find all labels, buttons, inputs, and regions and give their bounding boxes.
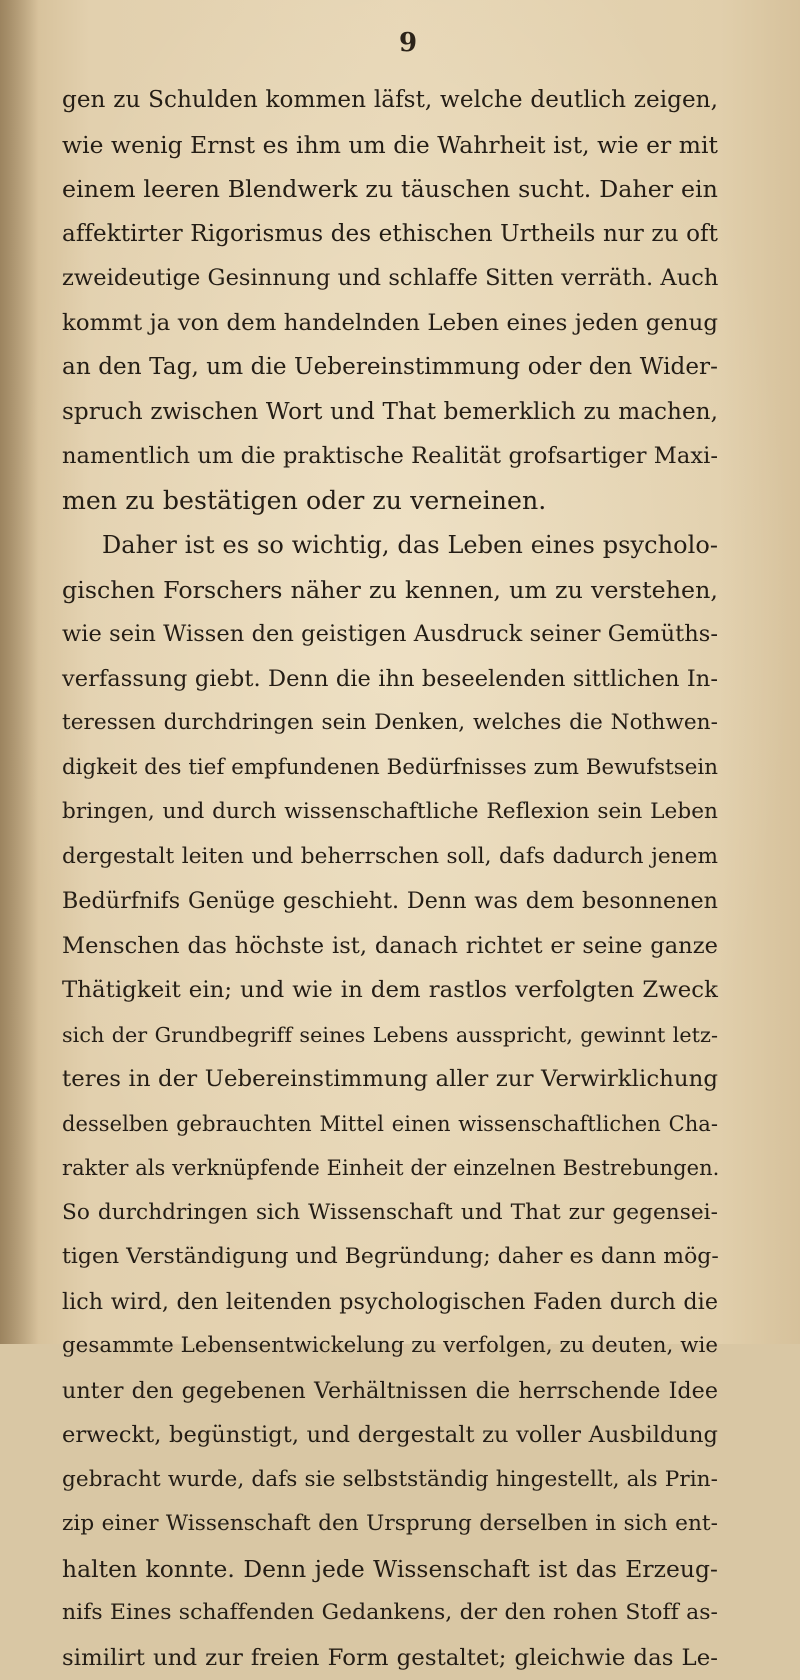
text-line: namentlich um die praktische Realität grofsartiger Maxi-	[62, 434, 718, 479]
text-line: einem leeren Blendwerk zu täuschen sucht. Daher ein	[62, 167, 718, 212]
text-line: affektirter Rigorismus des ethischen Urtheils nur zu oft	[62, 212, 718, 257]
text-line: similirt und zur freien Form gestaltet; gleichwie das Le-	[62, 1636, 718, 1680]
text-line: teres in der Uebereinstimmung aller zur Verwirklichung	[62, 1057, 718, 1102]
text-line: unter den gegebenen Verhältnissen die herrschende Idee	[62, 1369, 718, 1414]
text-line: gebracht wurde, dafs sie selbstständig hingestellt, als Prin-	[62, 1458, 718, 1503]
text-line: zip einer Wissenschaft den Ursprung derselben in sich ent-	[62, 1502, 718, 1547]
text-line: dergestalt leiten und beherrschen soll, dafs dadurch jenem	[62, 835, 718, 880]
text-line: men zu bestätigen oder zu verneinen.	[62, 479, 718, 524]
text-line: Daher ist es so wichtig, das Leben eines psycholo-	[62, 523, 718, 568]
text-line: gischen Forschers näher zu kennen, um zu verstehen,	[62, 568, 718, 613]
text-line: kommt ja von dem handelnden Leben eines jeden genug	[62, 301, 718, 346]
text-line: erweckt, begünstigt, und dergestalt zu voller Ausbildung	[62, 1413, 718, 1458]
page-number: 9	[388, 28, 428, 58]
text-line: digkeit des tief empfundenen Bedürfnisses zum Bewufstsein	[62, 746, 718, 791]
text-line: lich wird, den leitenden psychologischen Faden durch die	[62, 1280, 718, 1325]
text-line: Thätigkeit ein; und wie in dem rastlos verfolgten Zweck	[62, 968, 718, 1013]
text-line: Menschen das höchste ist, danach richtet er seine ganze	[62, 924, 718, 969]
text-line: gesammte Lebensentwickelung zu verfolgen, zu deuten, wie	[62, 1324, 718, 1369]
text-line: nifs Eines schaffenden Gedankens, der den rohen Stoff as-	[62, 1591, 718, 1636]
text-line: Bedürfnifs Genüge geschieht. Denn was dem besonnenen	[62, 879, 718, 924]
page-shadow-edge	[0, 0, 38, 1344]
text-line: tigen Verständigung und Begründung; daher es dann mög-	[62, 1235, 718, 1280]
text-line: rakter als verknüpfende Einheit der einzelnen Bestrebungen.	[62, 1146, 718, 1191]
text-line: gen zu Schulden kommen läfst, welche deutlich zeigen,	[62, 78, 718, 123]
text-line: verfassung giebt. Denn die ihn beseelenden sittlichen In-	[62, 657, 718, 702]
text-line: zweideutige Gesinnung und schlaffe Sitten verräth. Auch	[62, 256, 718, 301]
text-line: desselben gebrauchten Mittel einen wissenschaftlichen Cha-	[62, 1102, 718, 1147]
text-line: halten konnte. Denn jede Wissenschaft ist das Erzeug-	[62, 1547, 718, 1592]
text-line: wie wenig Ernst es ihm um die Wahrheit ist, wie er mit	[62, 123, 718, 168]
text-line: So durchdringen sich Wissenschaft und That zur gegensei-	[62, 1191, 718, 1236]
text-line: bringen, und durch wissenschaftliche Reflexion sein Leben	[62, 790, 718, 835]
body-text	[62, 78, 718, 1680]
text-line: sich der Grundbegriff seines Lebens ausspricht, gewinnt letz-	[62, 1013, 718, 1058]
text-line: wie sein Wissen den geistigen Ausdruck seiner Gemüths-	[62, 612, 718, 657]
text-line: an den Tag, um die Uebereinstimmung oder den Wider-	[62, 345, 718, 390]
text-line: teressen durchdringen sein Denken, welches die Nothwen-	[62, 701, 718, 746]
text-line: spruch zwischen Wort und That bemerklich zu machen,	[62, 390, 718, 435]
